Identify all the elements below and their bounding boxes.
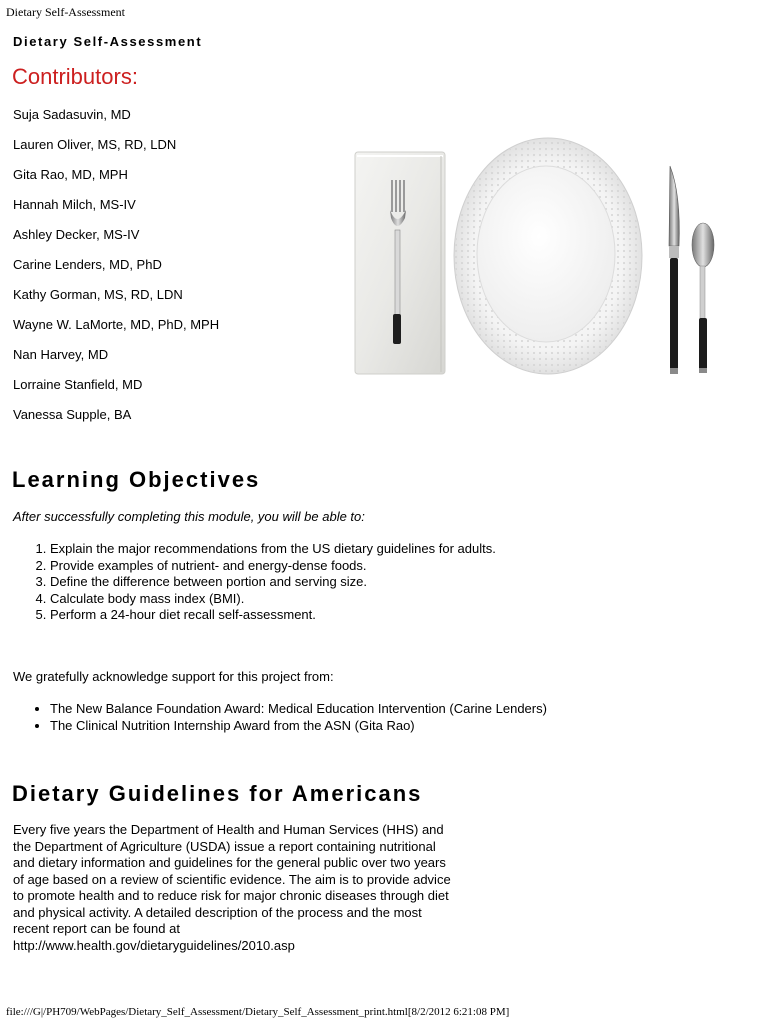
contributor-name: Lorraine Stanfield, MD [13, 377, 143, 392]
paragraph-line: to promote health and to reduce risk for major chronic diseases through diet [13, 888, 449, 903]
paragraph-line: recent report can be found at [13, 921, 180, 936]
place-setting-illustration [333, 104, 757, 402]
contributor-name: Wayne W. LaMorte, MD, PhD, MPH [13, 317, 220, 332]
support-item: • The New Balance Foundation Award: Medical Education Intervention (Carine Lenders) [50, 700, 547, 717]
contributor-name: Vanessa Supple, BA [13, 407, 132, 422]
objective-item: 3. Define the difference between portion and serving size. [50, 574, 496, 591]
place-setting-image [333, 104, 757, 402]
objective-item: 5. Perform a 24-hour diet recall self-assessment. [50, 607, 496, 624]
knife-icon [669, 166, 679, 374]
contributor-name: Lauren Oliver, MS, RD, LDN [13, 137, 177, 152]
objectives-intro: After successfully completing this module, you will be able to: [13, 509, 365, 524]
dietary-guidelines-heading: Dietary Guidelines for Americans [12, 781, 423, 806]
print-footer: file:///G|/PH709/WebPages/Dietary_Self_Assessment/Dietary_Self_Assessment_print.html[8/2/2012 6:21:08 PM] [6, 1006, 510, 1018]
support-list [13, 700, 547, 734]
paragraph-line: and dietary information and guidelines for the general public over two years [13, 855, 446, 870]
contributors-heading: Contributors: [12, 64, 138, 89]
plate-shape [454, 138, 642, 374]
paragraph-line: the Department of Agriculture (USDA) issue a report containing nutritional [13, 838, 436, 854]
objective-item: 2. Provide examples of nutrient- and energy-dense foods. [50, 558, 496, 575]
guidelines-paragraph [13, 822, 483, 954]
page-title: Dietary Self-Assessment [13, 34, 203, 49]
paragraph-line: of age based on a review of scientific evidence. The aim is to provide advice [13, 871, 451, 887]
contributor-list [13, 106, 219, 436]
paragraph-line: and physical activity. A detailed description of the process and the most [13, 904, 422, 920]
learning-objectives-heading: Learning Objectives [12, 467, 261, 492]
objective-item: 4. Calculate body mass index (BMI). [50, 591, 496, 608]
objectives-list [13, 541, 496, 624]
contributor-name: Suja Sadasuvin, MD [13, 107, 131, 122]
contributor-name: Nan Harvey, MD [13, 347, 109, 362]
contributor-name: Gita Rao, MD, MPH [13, 167, 128, 182]
contributor-name: Carine Lenders, MD, PhD [13, 257, 162, 272]
contributor-name: Ashley Decker, MS-IV [13, 227, 140, 242]
spoon-icon [692, 223, 714, 373]
contributor-name: Hannah Milch, MS-IV [13, 197, 136, 212]
contributor-name: Kathy Gorman, MS, RD, LDN [13, 287, 183, 302]
support-item: • The Clinical Nutrition Internship Award from the ASN (Gita Rao) [50, 717, 547, 734]
acknowledgement-text: We gratefully acknowledge support for this project from: [13, 669, 334, 684]
objective-item: 1. Explain the major recommendations from the US dietary guidelines for adults. [50, 541, 496, 558]
paragraph-line: Every five years the Department of Health and Human Services (HHS) and [13, 822, 444, 837]
guidelines-url: http://www.health.gov/dietaryguidelines/2010.asp [13, 937, 295, 953]
print-header: Dietary Self-Assessment [6, 5, 125, 19]
